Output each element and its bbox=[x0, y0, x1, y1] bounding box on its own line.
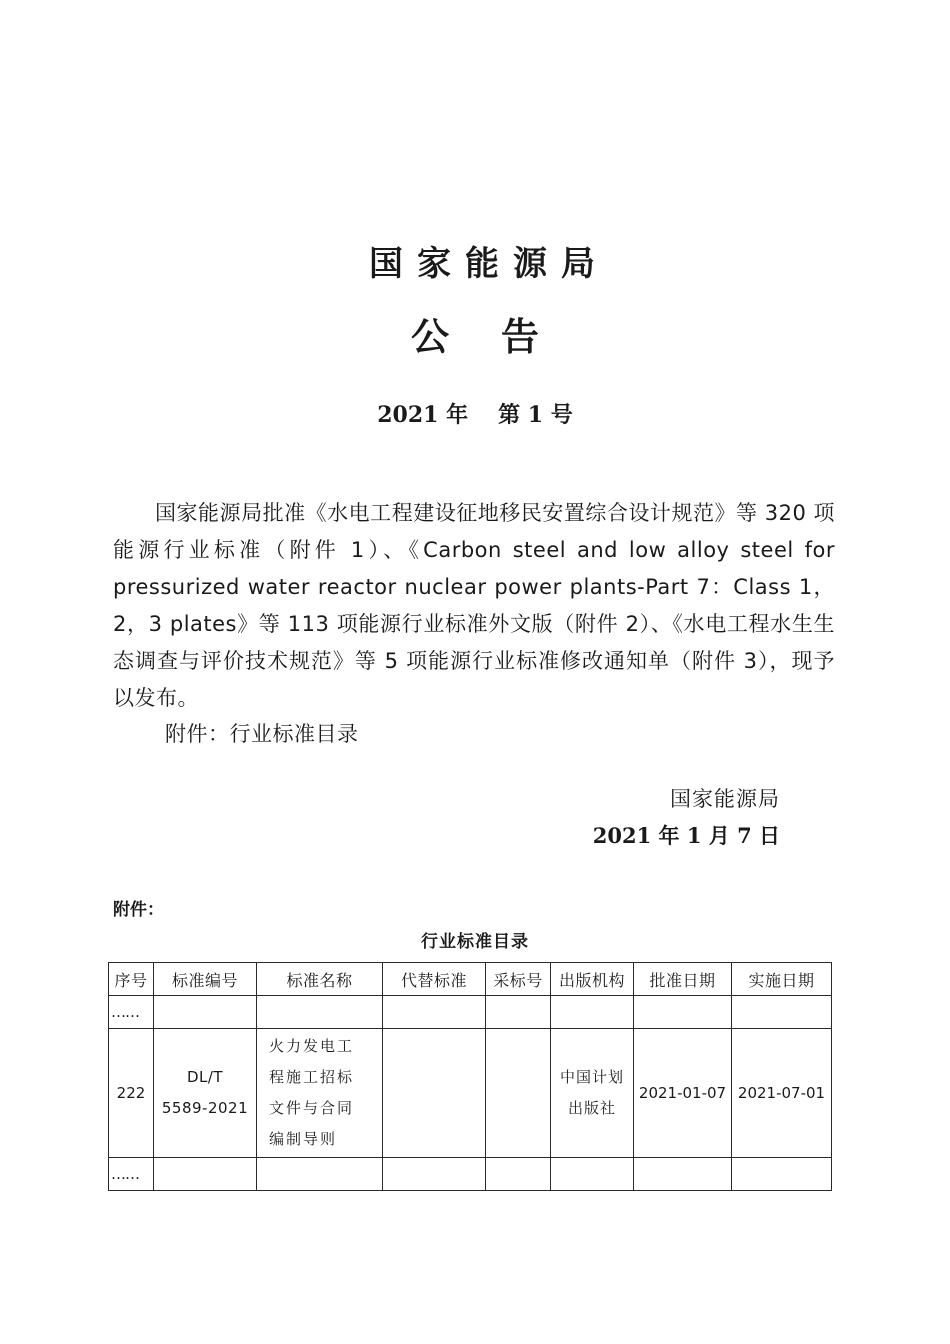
cell-effective-date: 2021-07-01 bbox=[732, 1029, 832, 1158]
notice-title-char-2: 告 bbox=[501, 314, 540, 359]
col-header-approval-date: 批准日期 bbox=[634, 963, 732, 996]
cell-std-no: DL/T 5589-2021 bbox=[154, 1029, 257, 1158]
agency-title: 国家能源局 bbox=[369, 244, 609, 284]
table-title: 行业标准目录 bbox=[421, 932, 529, 952]
cell-std-name: 火力发电工 程施工招标 文件与合同 编制导则 bbox=[257, 1029, 383, 1158]
col-header-std-no: 标准编号 bbox=[154, 963, 257, 996]
col-header-seq: 序号 bbox=[109, 963, 154, 996]
appendix-label: 附件： bbox=[113, 900, 164, 920]
signature-agency: 国家能源局 bbox=[670, 787, 780, 811]
notice-title-char-1: 公 bbox=[410, 314, 449, 359]
col-header-std-name: 标准名称 bbox=[257, 963, 383, 996]
ellipsis-cell: …… bbox=[109, 1158, 154, 1191]
table-header-row bbox=[109, 963, 832, 996]
table-row-ellipsis-top bbox=[109, 996, 832, 1029]
cell-approval-date: 2021-01-07 bbox=[634, 1029, 732, 1158]
issue-number bbox=[0, 398, 950, 429]
cell-seq: 222 bbox=[109, 1029, 154, 1158]
notice-body: 国家能源局批准《水电工程建设征地移民安置综合设计规范》等 320 项能源行业标准（附件 1）、《Carbon steel and low alloy steel for pressurized water reactor nuclear power plants-Part 7：Class 1，2，3 plates》等 113 项能源行业标准外文版（附件 2）、《水电工程水生生态调查与评价技术规范》等 5 项能源行业标准修改通知单（附件 3），现予以发布。 bbox=[113, 501, 835, 710]
cell-replaces bbox=[383, 1029, 486, 1158]
col-header-replaces: 代替标准 bbox=[383, 963, 486, 996]
standards-table bbox=[108, 962, 832, 1191]
table-row bbox=[109, 1029, 832, 1158]
ellipsis-cell: …… bbox=[109, 996, 154, 1029]
cell-publisher: 中国计划 出版社 bbox=[551, 1029, 634, 1158]
cell-adopted bbox=[486, 1029, 551, 1158]
col-header-adopted: 采标号 bbox=[486, 963, 551, 996]
col-header-publisher: 出版机构 bbox=[551, 963, 634, 996]
col-header-effective-date: 实施日期 bbox=[732, 963, 832, 996]
signature-date: 2021 年 1 月 7 日 bbox=[592, 823, 780, 848]
attachment-reference: 附件：行业标准目录 bbox=[165, 722, 359, 746]
issue-year: 2021 年 bbox=[377, 402, 469, 428]
notice-title bbox=[0, 306, 950, 361]
table-row-ellipsis-bottom bbox=[109, 1158, 832, 1191]
issue-no: 第 1 号 bbox=[498, 402, 573, 428]
